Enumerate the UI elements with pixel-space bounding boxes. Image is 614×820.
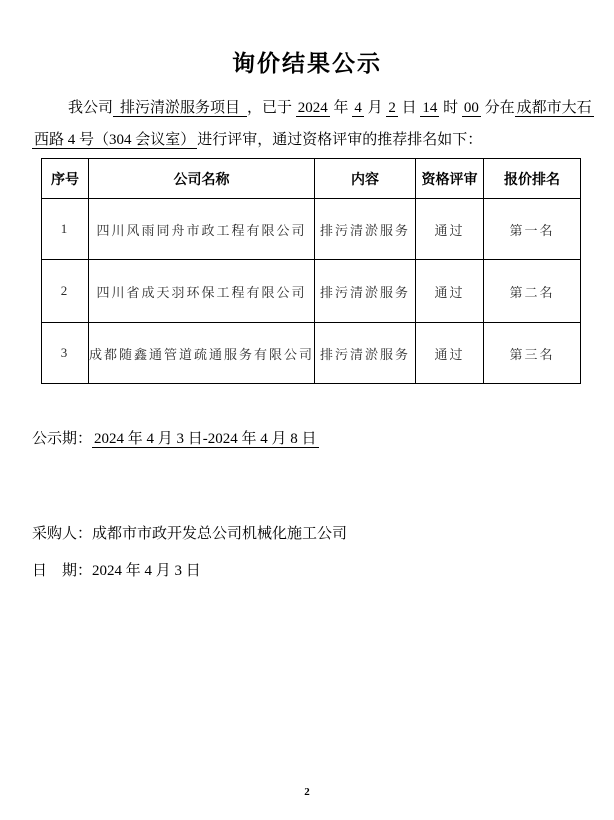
- cell-serial-number: 2: [42, 260, 89, 323]
- table-header-row: [42, 159, 581, 199]
- review-hour: 14: [422, 100, 438, 116]
- project-name-underlined: 排污清淤服务项目: [113, 100, 247, 117]
- header-serial-number: 序号: [42, 159, 89, 199]
- ranking-table: [41, 158, 581, 384]
- review-minute: 00: [463, 100, 479, 116]
- hour-unit: 时: [439, 100, 462, 116]
- cell-qualification-review: 通过: [416, 323, 484, 384]
- cell-quote-ranking: 第三名: [484, 323, 581, 384]
- date-value: 2024 年 4 月 3 日: [92, 563, 201, 579]
- month-unit: 月: [363, 100, 387, 116]
- review-day: 2: [388, 100, 396, 116]
- cell-content: 排污清淤服务: [315, 323, 416, 384]
- page-number: 2: [304, 786, 310, 798]
- purchaser-value: 成都市市政开发总公司机械化施工公司: [92, 526, 348, 542]
- cell-serial-number: 3: [42, 323, 89, 384]
- review-location-part1: 成都市大石: [516, 100, 592, 116]
- intro-paragraph: [32, 92, 590, 156]
- cell-content: 排污清淤服务: [315, 199, 416, 260]
- purchaser-line: [32, 523, 614, 545]
- page-title: 询价结果公示: [232, 50, 382, 76]
- cell-quote-ranking: 第一名: [484, 199, 581, 260]
- cell-qualification-review: 通过: [416, 199, 484, 260]
- publicity-period-line: [32, 428, 614, 450]
- intro-line-1: [32, 92, 590, 124]
- review-location-part2: 西路 4 号（304 会议室）: [34, 132, 196, 148]
- minute-unit: 分在: [480, 100, 515, 116]
- cell-qualification-review: 通过: [416, 260, 484, 323]
- header-company-name: 公司名称: [89, 159, 315, 199]
- year-unit: 年: [329, 100, 353, 116]
- cell-quote-ranking: 第二名: [484, 260, 581, 323]
- cell-company-name: 四川风雨同舟市政工程有限公司: [89, 199, 315, 260]
- intro-suffix: 进行评审，通过资格评审的推荐排名如下：: [197, 132, 483, 148]
- header-content: 内容: [315, 159, 416, 199]
- date-line: [32, 560, 614, 582]
- cell-company-name: 成都随鑫通管道疏通服务有限公司: [89, 323, 315, 384]
- intro-line-2: [32, 124, 590, 156]
- date-label: 日 期：: [32, 563, 93, 579]
- review-month: 4: [354, 100, 362, 116]
- day-unit: 日: [397, 100, 421, 116]
- table-row: [42, 323, 581, 384]
- intro-connector: ，已于: [247, 100, 293, 116]
- table-row: [42, 260, 581, 323]
- header-quote-ranking: 报价排名: [484, 159, 581, 199]
- publicity-period-label: 公示期：: [32, 431, 93, 447]
- cell-serial-number: 1: [42, 199, 89, 260]
- header-qualification-review: 资格评审: [416, 159, 484, 199]
- review-year: 2024: [297, 100, 328, 116]
- purchaser-label: 采购人：: [32, 526, 93, 542]
- publicity-period-value: 2024 年 4 月 3 日-2024 年 4 月 8 日: [94, 431, 317, 447]
- table-row: [42, 199, 581, 260]
- cell-content: 排污清淤服务: [315, 260, 416, 323]
- cell-company-name: 四川省成天羽环保工程有限公司: [89, 260, 315, 323]
- intro-prefix: 我公司: [68, 100, 114, 116]
